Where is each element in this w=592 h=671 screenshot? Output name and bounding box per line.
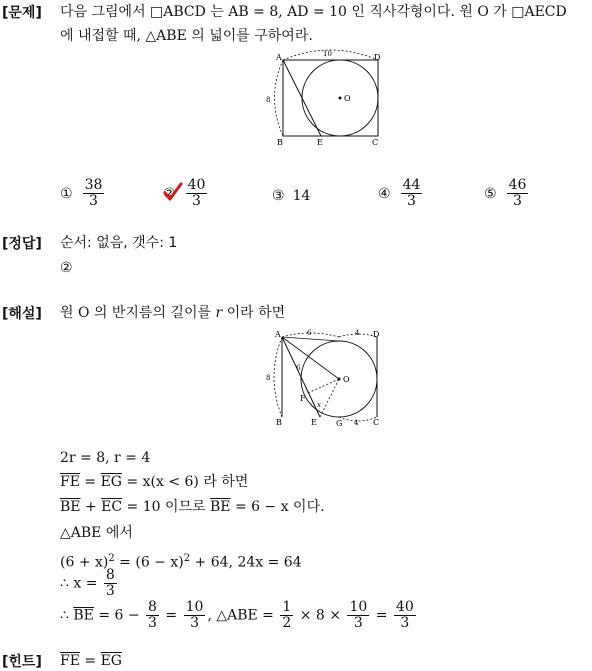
- hint-text: $\overline{FE} = \overline{EG}$: [60, 653, 122, 669]
- sol-label-E: E: [311, 418, 317, 427]
- solution-line6: ∴ x = $\frac{8}{3}$: [60, 567, 115, 599]
- label-A: A: [276, 53, 282, 62]
- question-line2: 에 내접할 때, △ABE 의 넓이를 구하여라.: [60, 28, 313, 44]
- sol-label-6: 6: [307, 329, 312, 337]
- label-D: D: [374, 53, 381, 62]
- question-line1: 다음 그림에서 □ABCD 는 AB = 8, AD = 10 인 직사각형이다. 원 O 가 □AECD: [60, 4, 567, 20]
- hint-tag: [힌트]: [2, 654, 42, 670]
- solution-tag: [해설]: [2, 306, 42, 322]
- label-E: E: [317, 138, 323, 147]
- sol-label-D: D: [373, 330, 380, 339]
- solution-line3: $\overline{BE} + \overline{EC} = 10$ 이므로 $\overline{BE} = 6 - x$ 이다.: [60, 499, 325, 515]
- solution-figure: [262, 325, 392, 430]
- option-2[interactable]: ② $\frac{40}{3}$: [163, 177, 206, 209]
- sol-label-C: C: [373, 418, 380, 427]
- label-B: B: [277, 138, 283, 147]
- solution-line4: △ABE 에서: [60, 525, 133, 541]
- solution-line1: 2r = 8, r = 4: [60, 450, 151, 466]
- solution-line2: $\overline{FE} = \overline{EG} = x(x < 6)$ 라 하면: [60, 474, 249, 490]
- sol-label-x: x: [317, 401, 321, 409]
- label-10: 10: [323, 50, 332, 58]
- sol-label-4: 4: [355, 329, 360, 337]
- solution-line5: $(6 + x)^2 = (6 - x)^2 + 64$, 24x = 64: [60, 553, 302, 571]
- option-4[interactable]: ④ $\frac{44}{3}$: [378, 177, 421, 209]
- label-O: O: [344, 94, 351, 103]
- checkmark-icon: [162, 182, 184, 204]
- answer-tag: [정답]: [2, 236, 42, 252]
- label-8: 8: [266, 96, 271, 104]
- question-figure: [262, 48, 392, 148]
- answer-value: ②: [60, 260, 73, 276]
- option-3[interactable]: ③ 14: [272, 188, 311, 204]
- question-tag: [문제]: [2, 5, 42, 21]
- sol-label-6b: 6: [296, 364, 301, 372]
- label-C: C: [372, 138, 379, 147]
- sol-label-G: G: [336, 419, 343, 428]
- sol-label-A: A: [275, 330, 281, 339]
- sol-label-4b: 4: [354, 419, 359, 427]
- option-1[interactable]: ① $\frac{38}{3}$: [60, 177, 103, 209]
- option-5[interactable]: ⑤ $\frac{46}{3}$: [484, 177, 527, 209]
- sol-label-8: 8: [266, 374, 271, 382]
- solution-intro: 원 O 의 반지름의 길이를 r 이라 하면: [60, 305, 286, 321]
- sol-label-O: O: [343, 375, 350, 384]
- sol-label-F: F: [300, 394, 306, 403]
- solution-line7: ∴ $\overline{BE} = 6$ − $\frac{8}{3}$ = $\frac{10}{3}$ , △ABE = $\frac{1}{2}$ × 8 × $\frac{10}{3}$ = $\frac{40}{3}$: [60, 599, 414, 631]
- sol-label-B: B: [276, 418, 282, 427]
- answer-meta: 순서: 없음, 갯수: 1: [60, 235, 178, 251]
